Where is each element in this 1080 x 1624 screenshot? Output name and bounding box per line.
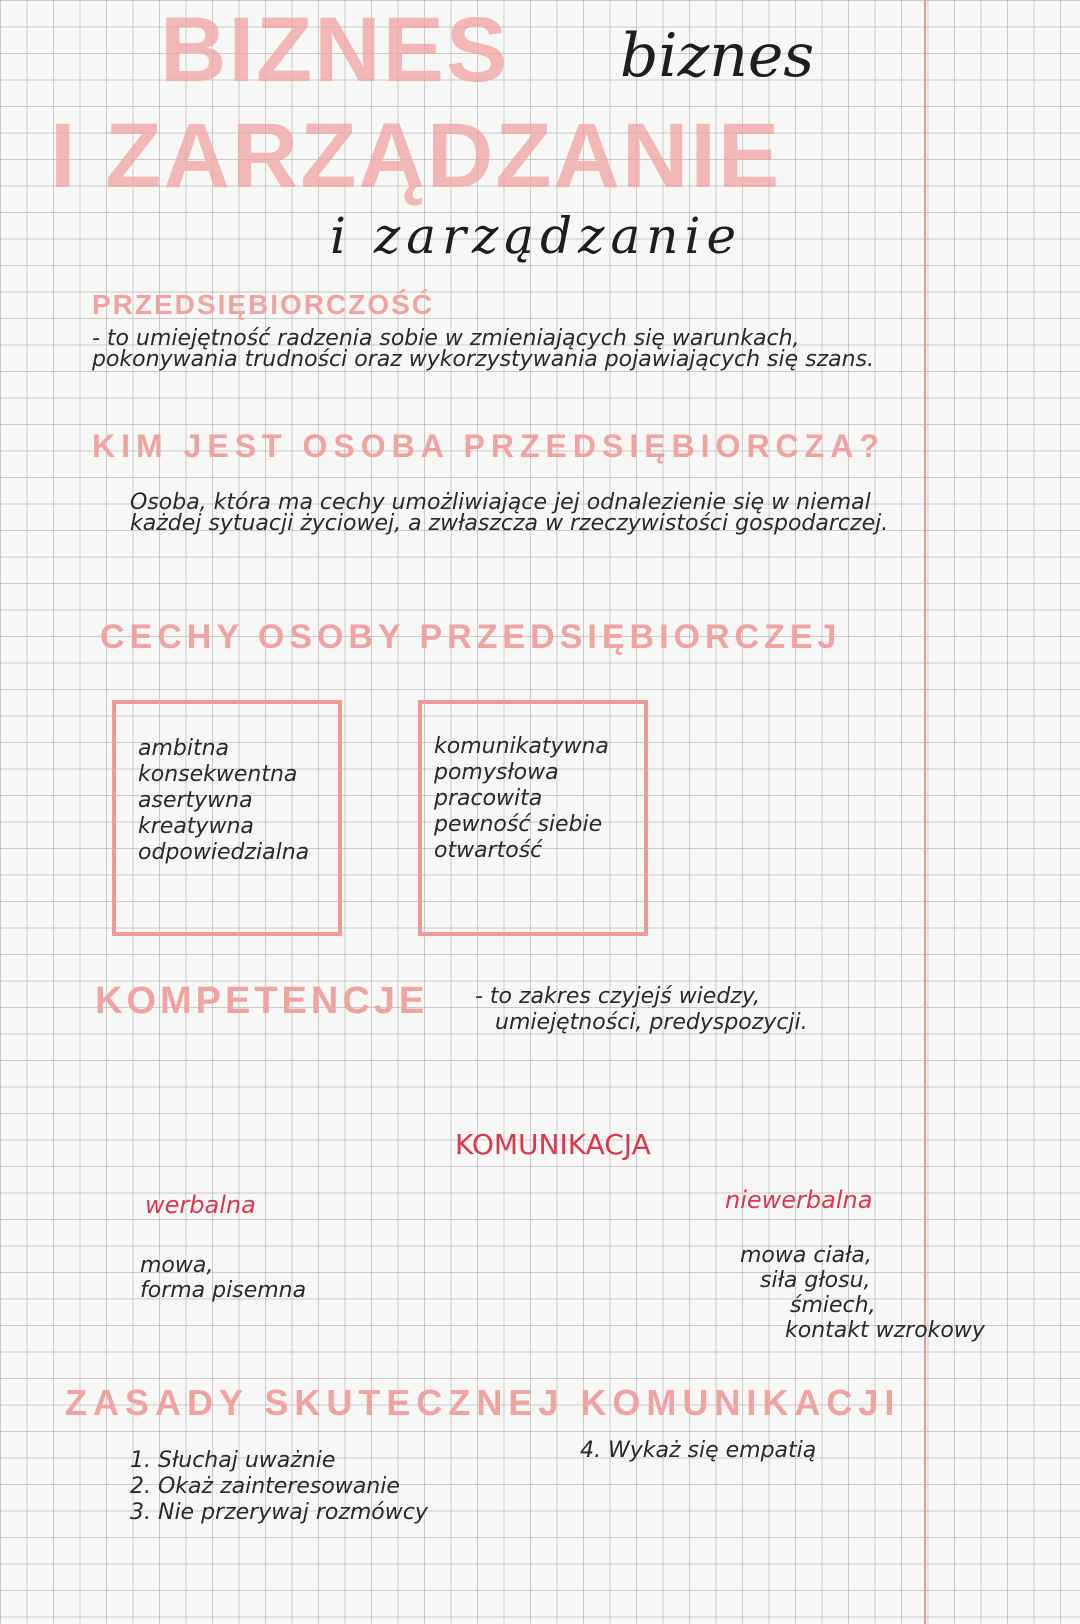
communication-heading: KOMUNIKACJA xyxy=(455,1128,651,1161)
competences-heading: KOMPETENCJE xyxy=(95,980,429,1022)
rule-item: 2. Okaż zainteresowanie xyxy=(130,1474,400,1499)
title-printed-line1: BIZNES xyxy=(160,0,510,101)
trait-item: pomysłowa xyxy=(434,760,559,785)
competences-definition-line1: - to zakres czyjejś wiedzy, xyxy=(475,984,761,1009)
competences-definition-line2: umiejętności, predyspozycji. xyxy=(495,1010,808,1035)
nonverbal-item: kontakt wzrokowy xyxy=(785,1318,985,1343)
trait-item: kreatywna xyxy=(138,814,254,839)
verbal-item: mowa, xyxy=(140,1253,214,1278)
verbal-item: forma pisemna xyxy=(140,1278,307,1303)
rule-item: 3. Nie przerywaj rozmówcy xyxy=(130,1500,428,1525)
traits-box-2 xyxy=(418,700,648,936)
trait-item: odpowiedzialna xyxy=(138,840,310,865)
trait-item: konsekwentna xyxy=(138,762,298,787)
traits-heading: CECHY OSOBY PRZEDSIĘBIORCZEJ xyxy=(100,618,842,656)
rule-item: 1. Słuchaj uważnie xyxy=(130,1448,336,1473)
trait-item: otwartość xyxy=(434,838,543,863)
entrepreneurship-definition: - to umiejętność radzenia sobie w zmieniających się warunkach, pokonywania trudności oraz wykorzystywania pojawiających się szans. xyxy=(92,326,875,372)
verbal-label: werbalna xyxy=(145,1191,256,1219)
trait-item: pewność siebie xyxy=(434,812,603,837)
entrepreneurship-heading: PRZEDSIĘBIORCZOŚĆ xyxy=(92,289,435,320)
nonverbal-item: mowa ciała, xyxy=(740,1243,872,1268)
rules-heading: ZASADY SKUTECZNEJ KOMUNIKACJI xyxy=(65,1382,901,1423)
traits-box-1 xyxy=(112,700,342,936)
who-answer: Osoba, która ma cechy umożliwiające jej odnalezienie się w niemal każdej sytuacji życiowej, a zwłaszcza w rzeczywistości gospodarczej. xyxy=(130,490,889,536)
trait-item: asertywna xyxy=(138,788,253,813)
notebook-margin-line xyxy=(924,0,926,1624)
trait-item: pracowita xyxy=(434,786,543,811)
trait-item: komunikatywna xyxy=(434,734,609,759)
nonverbal-item: siła głosu, xyxy=(760,1268,871,1293)
trait-item: ambitna xyxy=(138,736,230,761)
nonverbal-label: niewerbalna xyxy=(725,1186,873,1214)
title-script-line1: biznes xyxy=(620,21,815,91)
nonverbal-item: śmiech, xyxy=(790,1293,876,1318)
rule-item: 4. Wykaż się empatią xyxy=(580,1438,817,1463)
title-printed-line2: I ZARZĄDZANIE xyxy=(50,105,782,207)
who-heading: KIM JEST OSOBA PRZEDSIĘBIORCZA? xyxy=(92,428,885,464)
title-script-line2: i zarządzanie xyxy=(330,207,743,265)
